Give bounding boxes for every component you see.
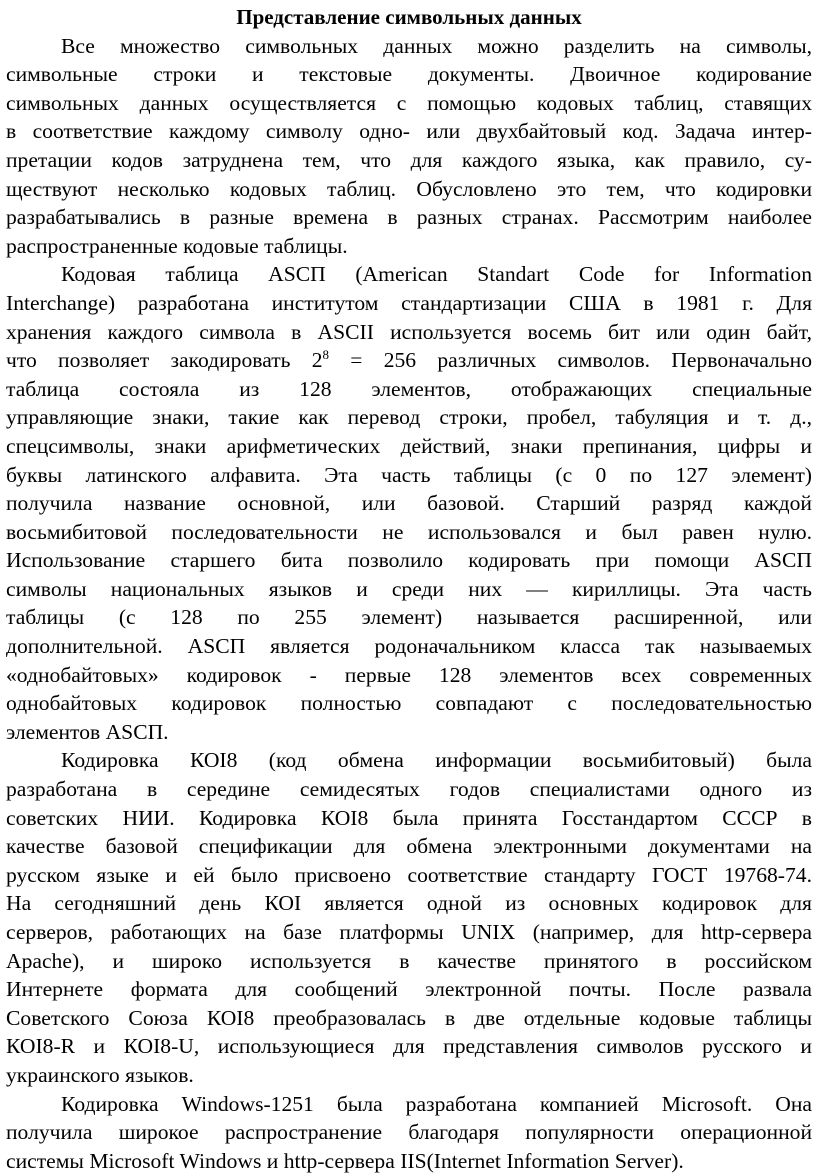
text-line: символьных данных осуществляется с помощью кодовых таблиц, ставящих xyxy=(6,90,812,115)
text-line-formula xyxy=(6,346,812,375)
text-line: управляющие знаки, такие как перевод строки, пробел, табуляция и т. д., xyxy=(6,405,812,430)
text-line: получила широкое распространение благодаря популярности операционной xyxy=(6,1120,812,1145)
paragraph-1 xyxy=(6,32,812,261)
text-line: серверов, работающих на базе платформы UNIX (например, для http-сервера xyxy=(6,920,812,944)
text-line: Использование старшего бита позволило кодировать при помощи ASCП xyxy=(6,548,812,573)
text-line: системы Microsoft Windows и http-сервера IIS(Internet Information Server). xyxy=(6,1148,684,1173)
text-line: русском языке и ей было присвоено соответствие стандарту ГОСТ 19768-74. xyxy=(6,862,812,887)
text-line: символьные строки и текстовые документы. Двоичное кодирование xyxy=(6,62,812,87)
text-line: советских НИИ. Кодировка КОI8 была принята Госстандартом СССР в xyxy=(6,805,812,830)
text-line: однобайтовых кодировок полностью совпадают с последовательностью xyxy=(6,691,812,716)
text-line: «однобайтовых» кодировок - первые 128 элементов всех современных xyxy=(6,662,812,687)
text-line: разрабатывались в разные времена в разных странах. Рассмотрим наиболее xyxy=(6,205,812,230)
text-line: дополнительной. ASCП является родоначальником класса так называемых xyxy=(6,634,812,659)
text-line: хранения каждого символа в ASCII используется восемь бит или один байт, xyxy=(6,319,812,344)
text-line: символы национальных языков и среди них — кириллицы. Эта часть xyxy=(6,576,812,601)
text-line: элементов ASCП. xyxy=(6,719,169,744)
text-line: Apache), и широко используется в качестве принятого в российском xyxy=(6,948,812,973)
text-line: Интернете формата для сообщений электронной почты. После развала xyxy=(6,977,812,1002)
text-line: Interchange) разработана институтом стандартизации США в 1981 г. Для xyxy=(6,290,812,315)
text-line: Все множество символьных данных можно разделить на символы, xyxy=(61,33,812,58)
text-line: украинского языков. xyxy=(6,1062,194,1087)
text-line: претации кодов затруднена тем, что для каждого языка, как правило, су- xyxy=(6,147,812,172)
text-line: На сегодняшний день КОI является одной из основных кодировок для xyxy=(6,891,812,916)
text-line: распространенные кодовые таблицы. xyxy=(6,233,348,258)
document-page xyxy=(6,3,812,1175)
paragraph-3 xyxy=(6,746,812,1089)
text-line: Кодировка КОI8 (код обмена информации восьмибитовый) была xyxy=(61,748,812,773)
text-line: Советского Союза КОI8 преобразовалась в две отдельные кодовые таблицы xyxy=(6,1005,812,1030)
formula-prefix: что позволяет закодировать 2 xyxy=(6,348,323,373)
document-title: Представление символьных данных xyxy=(236,5,582,29)
paragraph-2 xyxy=(6,260,812,746)
text-line: восьмибитовой последовательности не использовался и был равен нулю. xyxy=(6,519,812,544)
text-line: Кодировка Windows-1251 была разработана компанией Microsoft. Она xyxy=(61,1091,812,1116)
text-line: разработана в середине семидесятых годов специалистами одного из xyxy=(6,777,812,802)
text-line: Кодовая таблица ASCП (American Standart Code for Information xyxy=(61,262,812,287)
formula-exponent: 8 xyxy=(322,346,330,362)
text-line: в соответствие каждому символу одно- или двухбайтовый код. Задача интер- xyxy=(6,119,812,144)
paragraph-4 xyxy=(6,1090,812,1176)
text-line: ществуют несколько кодовых таблиц. Обусловлено это тем, что кодировки xyxy=(6,176,812,201)
text-line: качестве базовой спецификации для обмена электронными документами на xyxy=(6,834,812,859)
text-line: буквы латинского алфавита. Эта часть таблицы (с 0 по 127 элемент) xyxy=(6,462,812,487)
text-line: спецсимволы, знаки арифметических действий, знаки препинания, цифры и xyxy=(6,433,812,458)
formula-suffix: = 256 различных символов. Первоначально xyxy=(329,348,813,373)
text-line: таблицы (с 128 по 255 элемент) называется расширенной, или xyxy=(6,605,812,630)
text-line: КОI8-R и КОI8-U, использующиеся для представления символов русского и xyxy=(6,1034,812,1059)
text-line: получила название основной, или базовой. Старший разряд каждой xyxy=(6,491,812,516)
text-line: таблица состояла из 128 элементов, отображающих специальные xyxy=(6,376,812,401)
